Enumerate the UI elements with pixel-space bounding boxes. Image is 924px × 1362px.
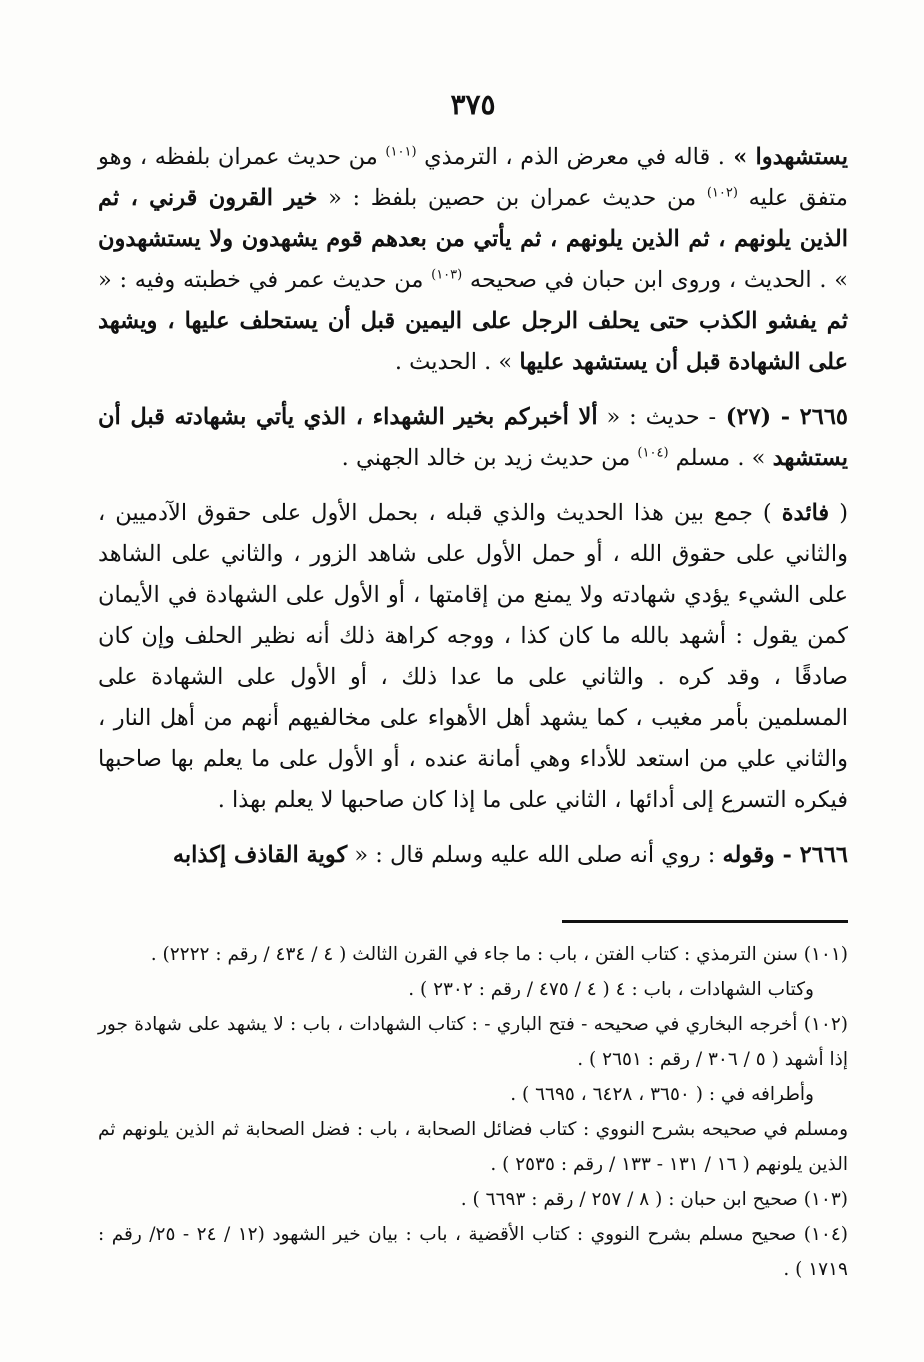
- text: : روي أنه صلى الله عليه وسلم قال : «: [347, 842, 723, 868]
- text: - حديث : «: [597, 404, 717, 430]
- hadith-number: ٢٦٦٥ - (٢٧): [716, 404, 848, 430]
- footnote-ref-101: (١٠١): [385, 144, 417, 160]
- paragraph-hadith-2666: [98, 835, 848, 876]
- paragraph-benefit: [98, 493, 848, 821]
- footnote-101: (١٠١) سنن الترمذي : كتاب الفتن ، باب : ما جاء في القرن الثالث ( ٤ / ٤٣٤ / رقم : ٢٢٢٢) .: [150, 944, 848, 965]
- footnote-101-continuation: وكتاب الشهادات ، باب : ٤ ( ٤ / ٤٧٥ / رقم : ٢٣٠٢ ) .: [408, 979, 814, 1000]
- footnotes: [98, 937, 848, 1287]
- footnote-ref-102: (١٠٢): [706, 185, 738, 201]
- footnote-103: (١٠٣) صحيح ابن حبان : ( ٨ / ٢٥٧ / رقم : ٦٦٩٣ ) .: [460, 1189, 848, 1210]
- hadith-quote: ألا أخبركم بخير الشهداء ، الذي يأتي بشهادته قبل أن يستشهد: [98, 404, 848, 471]
- paragraph-hadith-2664-continuation: [98, 137, 848, 383]
- footnote-separator: [562, 920, 848, 923]
- text: من حديث زيد بن خالد الجهني .: [341, 445, 638, 471]
- paragraph-hadith-2665: [98, 397, 848, 479]
- hadith-quote: خير القرون قرني ، ثم الذين يلونهم ، ثم الذين يلونهم ، ثم يأتي من بعدهم قوم يشهدون ولا يستشهدون: [98, 185, 848, 252]
- text: » . الحديث ، وروى ابن حبان في صحيحه: [462, 267, 849, 293]
- benefit-label: فائدة: [781, 500, 830, 526]
- hadith-quote: ثم يفشو الكذب حتى يحلف الرجل على اليمين قبل أن يستحلف عليها ، ويشهد على الشهادة قبل أن يستشهد عليها: [98, 308, 849, 375]
- hadith-quote: كوية القاذف إكذابه: [172, 842, 348, 868]
- text: (: [829, 500, 848, 526]
- text: . قاله في معرض الذم ، الترمذي: [416, 144, 725, 170]
- hadith-number: ٢٦٦٦ - وقوله: [722, 842, 848, 868]
- footnote-102-continuation: وأطرافه في : ( ٣٦٥٠ ، ٦٤٢٨ ، ٦٦٩٥ ) .: [510, 1084, 814, 1105]
- text: » . الحديث .: [394, 349, 520, 375]
- text: من حديث عمر في خطبته وفيه : «: [98, 267, 432, 293]
- footnote-104: (١٠٤) صحيح مسلم بشرح النووي : كتاب الأقضية ، باب : بيان خير الشهود (١٢ / ٢٤ - ٢٥/ رقم : ١٧١٩ ) .: [98, 1224, 848, 1280]
- footnote-102-continuation: ومسلم في صحيحه بشرح النووي : كتاب فضائل الصحابة ، باب : فضل الصحابة ثم الذين يلونهم ثم الذين يلونهم ( ١٦ / ١٣١ - ١٣٣ / رقم : ٢٥٣٥ ) .: [98, 1119, 848, 1175]
- footnote-ref-104: (١٠٤): [637, 445, 669, 461]
- footnote-102: (١٠٢) أخرجه البخاري في صحيحه - فتح الباري - : كتاب الشهادات ، باب : لا يشهد على شهادة جور إذا أشهد ( ٥ / ٣٠٦ / رقم : ٢٦٥١ ) .: [98, 1014, 848, 1070]
- text: من حديث عمران بن حصين بلفظ : «: [317, 185, 707, 211]
- text: من حديث عمران بلفظه ، وهو متفق عليه: [98, 144, 848, 211]
- text: ) جمع بين هذا الحديث والذي قبله ، بحمل الأول على حقوق الآدميين ، والثاني على حقوق الله ، أو حمل الأول على شاهد الزور ، والثاني على الشاهد على الشيء يؤدي شهادته ولا يمنع من إقامتها ، أو الأول على الشهادة في الأيمان كمن يقول : أشهد بالله ما كان كذا ، ووجه كراهة ذلك أنه نظير الحلف وإن كان صادقًا ، وقد كره . والثاني على ما عدا ذلك ، أو الأول على الشهادة على المسلمين بأمر مغيب ، كما يشهد أهل الأهواء على مخالفيهم أنهم من أهل النار ، والثاني علي من استعد للأداء وهي أمانة عنده ، أو الأول على ما يعلم بها صاحبها فيكره التسرع إلى أدائها ، الثاني على ما إذا كان صاحبها لا يعلم بهذا .: [98, 500, 848, 813]
- page-number: ٣٧٥: [450, 88, 496, 121]
- quote-end: يستشهدوا »: [724, 144, 848, 170]
- footnote-ref-103: (١٠٣): [431, 267, 463, 283]
- text: » . مسلم: [668, 445, 773, 471]
